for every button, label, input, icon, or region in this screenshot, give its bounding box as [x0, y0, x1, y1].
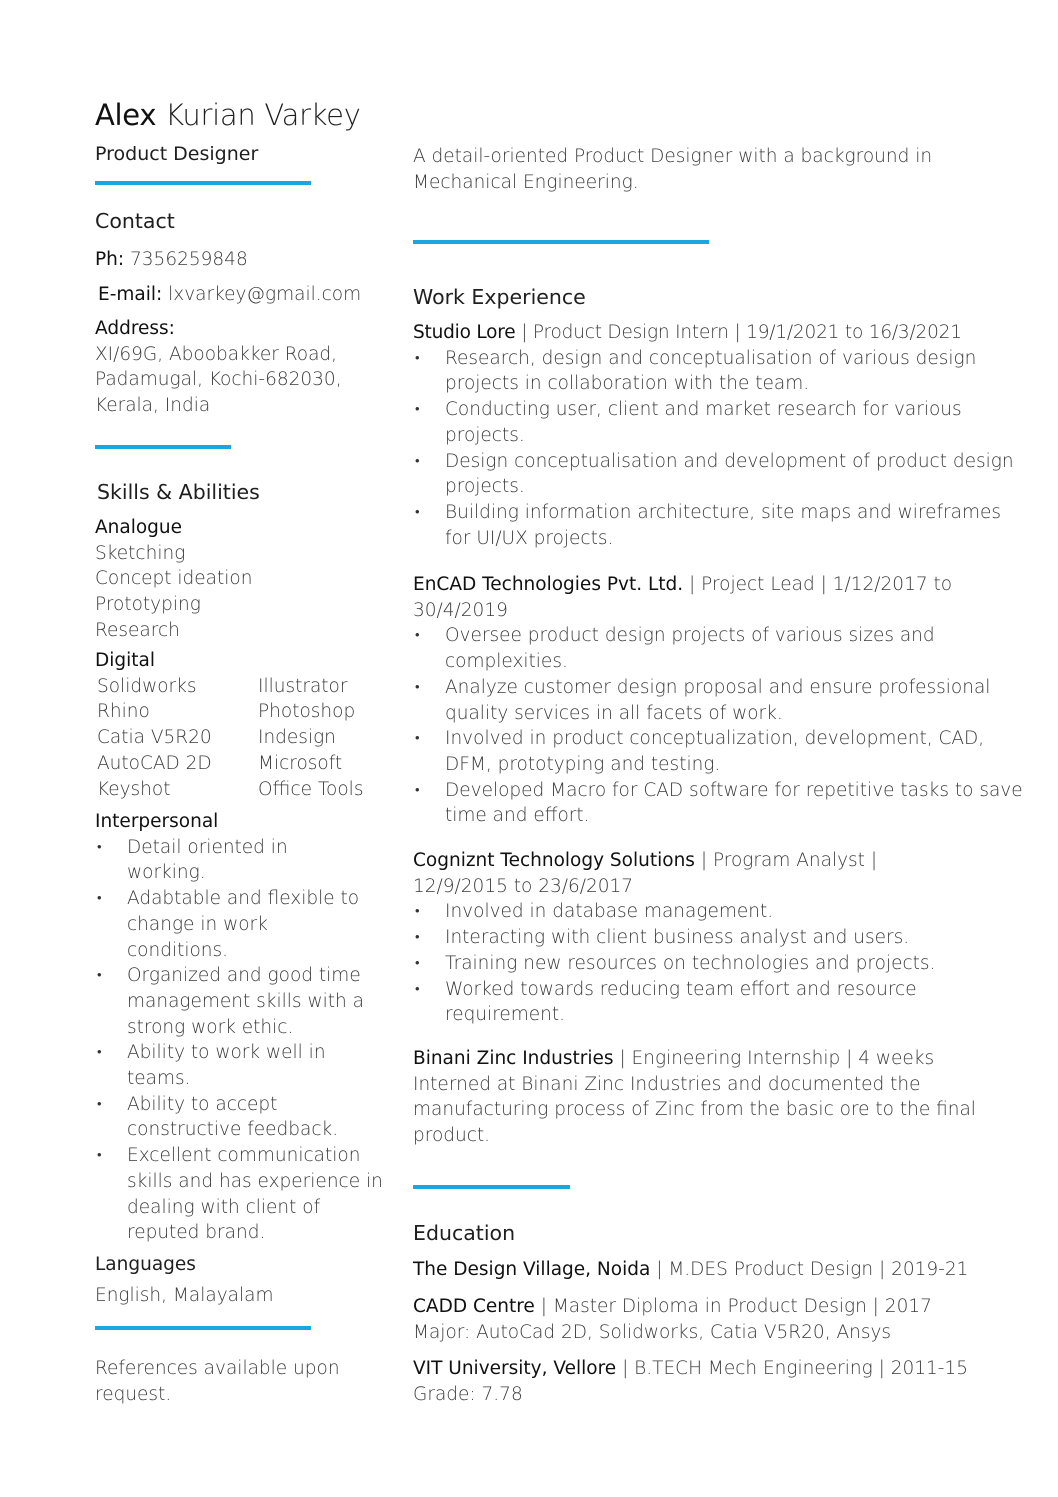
company-name: Studio Lore — [413, 322, 516, 343]
interpersonal-list — [95, 835, 393, 1246]
skill-item: Concept ideation — [95, 568, 253, 590]
digital-grid — [97, 674, 393, 803]
school-name: The Design Village, Noida — [413, 1259, 651, 1280]
skill-item: Office Tools — [258, 778, 364, 800]
job-header — [413, 848, 953, 899]
skill-item: Sketching — [95, 542, 186, 564]
job-description: Interned at Binani Zinc Industries and documented the manufacturing process of Zinc from the basic ore to the final product. — [413, 1073, 976, 1147]
last-name: Kurian Varkey — [165, 98, 361, 132]
list-item: • Adabtable and flexible to change in work conditions. — [95, 886, 367, 963]
skills-interpersonal — [95, 809, 393, 1246]
job-bullets — [413, 623, 1023, 829]
company-name: Binani Zinc Industries — [413, 1048, 614, 1069]
list-item: • Worked towards reducing team effort and resource requirement. — [413, 977, 1023, 1028]
job-details: | Engineering Internship | 4 weeks — [619, 1048, 935, 1069]
list-item: • Involved in database management. — [413, 899, 1023, 925]
interpersonal-label: Interpersonal — [95, 811, 219, 832]
list-item: • Ability to accept constructive feedback. — [95, 1092, 393, 1143]
skill-item: Rhino — [97, 701, 150, 723]
list-item: • Developed Macro for CAD software for repetitive tasks to save time and effort. — [413, 778, 1023, 829]
education-header — [413, 1294, 1023, 1320]
job-header — [413, 1046, 1023, 1072]
job-header — [413, 320, 1023, 346]
education-header — [413, 1257, 1023, 1283]
education-note: Grade: 7.78 — [413, 1383, 523, 1405]
degree-details: | B.TECH Mech Engineering | 2011-15 — [622, 1358, 968, 1379]
job-entry — [413, 572, 1023, 829]
divider — [95, 445, 231, 449]
analogue-label: Analogue — [95, 517, 183, 538]
list-item: • Conducting user, client and market research for various projects. — [413, 397, 1023, 448]
phone-label: Ph: — [95, 249, 125, 270]
education-header — [413, 1356, 1023, 1382]
degree-details: | Master Diploma in Product Design | 2017 — [540, 1296, 932, 1317]
skill-item: Photoshop — [258, 701, 356, 723]
address-label: Address: — [95, 318, 175, 339]
company-name: Cogniznt Technology Solutions — [413, 850, 695, 871]
school-name: CADD Centre — [413, 1296, 535, 1317]
education-heading: Education — [413, 1221, 516, 1245]
education-entry — [413, 1356, 1023, 1407]
list-item: • Ability to work well in teams. — [95, 1040, 367, 1091]
skill-item: Indesign — [258, 727, 336, 749]
list-item: • Research, design and conceptualisation of various design projects in collaboration with the team. — [413, 346, 1023, 397]
job-bullets — [413, 346, 1023, 552]
skills-heading: Skills & Abilities — [97, 480, 260, 504]
full-name — [95, 98, 361, 132]
digital-label: Digital — [95, 650, 155, 671]
languages-value: English, Malayalam — [95, 1285, 274, 1306]
job-details: | Product Design Intern | 19/1/2021 to 16/3/2021 — [521, 322, 962, 343]
list-item: • Detail oriented in working. — [95, 835, 307, 886]
address-line: Kerala, India — [95, 395, 211, 417]
list-item: • Analyze customer design proposal and ensure professional quality services in all facets of work. — [413, 675, 1023, 726]
job-details: | Program Analyst | 12/9/2015 to 23/6/2017 — [413, 850, 878, 897]
education-note: Major: AutoCad 2D, Solidworks, Catia V5R20, Ansys — [413, 1321, 892, 1343]
divider — [95, 1326, 311, 1330]
degree-details: | M.DES Product Design | 2019-21 — [656, 1259, 969, 1280]
job-title: Product Designer — [95, 143, 259, 165]
education-entry — [413, 1257, 1023, 1283]
school-name: VIT University, Vellore — [413, 1358, 617, 1379]
list-item: • Building information architecture, site maps and wireframes for UI/UX projects. — [413, 500, 1023, 551]
divider — [95, 181, 311, 185]
list-item: • Oversee product design projects of various sizes and complexities. — [413, 623, 1023, 674]
skill-item: AutoCAD 2D — [97, 752, 212, 774]
phone-value: 7356259848 — [130, 249, 248, 270]
skill-item: Catia V5R20 — [97, 727, 212, 749]
list-item: • Training new resources on technologies and projects. — [413, 951, 1023, 977]
address-line: XI/69G, Aboobakker Road, — [95, 343, 338, 365]
email-label: E-mail: — [98, 284, 163, 305]
email-line — [98, 282, 396, 308]
address-line: Padamugal, Kochi-682030, — [95, 369, 342, 391]
skill-item: Research — [95, 619, 180, 641]
phone-line — [95, 247, 393, 273]
job-header — [413, 572, 1003, 623]
divider — [413, 1185, 570, 1189]
skill-item: Microsoft — [258, 752, 343, 774]
skills-analogue — [95, 515, 393, 644]
company-name: EnCAD Technologies Pvt. Ltd. — [413, 574, 684, 595]
list-item: • Involved in product conceptualization, development, CAD, DFM, prototyping and testing. — [413, 726, 1023, 777]
skill-item: Illustrator — [258, 675, 348, 697]
address-block — [95, 316, 393, 419]
references-note: References available upon request. — [95, 1358, 340, 1405]
summary: A detail-oriented Product Designer with a background in Mechanical Engineering. — [413, 146, 933, 193]
email-value: lxvarkey@gmail.com — [168, 284, 362, 305]
job-entry — [413, 848, 1023, 1028]
contact-heading: Contact — [95, 209, 175, 233]
skills-digital — [95, 648, 393, 802]
job-bullets — [413, 899, 1023, 1028]
work-heading: Work Experience — [413, 285, 586, 309]
skill-item: Solidworks — [97, 675, 197, 697]
list-item: • Organized and good time management skills with a strong work ethic. — [95, 963, 393, 1040]
list-item: • Excellent communication skills and has experience in dealing with client of reputed brand. — [95, 1143, 393, 1246]
skill-item: Keyshot — [97, 778, 171, 800]
skill-item: Prototyping — [95, 594, 201, 616]
divider — [413, 240, 709, 244]
languages-heading: Languages — [95, 1254, 196, 1275]
job-entry — [413, 1046, 1023, 1149]
list-item: • Design conceptualisation and development of product design projects. — [413, 449, 1023, 500]
education-entry — [413, 1294, 1023, 1345]
job-details: | Project Lead | 1/12/2017 to 30/4/2019 — [413, 574, 953, 621]
job-entry — [413, 320, 1023, 551]
first-name: Alex — [95, 98, 157, 132]
list-item: • Interacting with client business analyst and users. — [413, 925, 1023, 951]
